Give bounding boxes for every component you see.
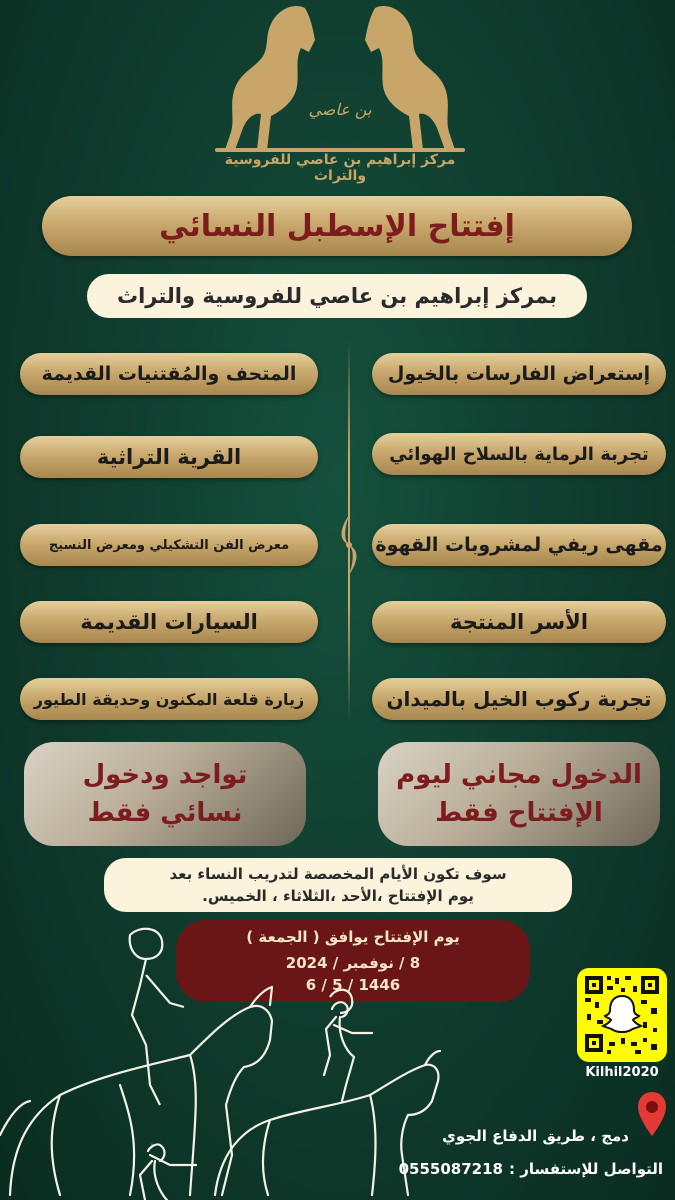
activity-right-2: تجربة الرماية بالسلاح الهوائي	[372, 433, 666, 475]
contact-phone[interactable]: 0555087218	[398, 1160, 503, 1178]
activity-right-4: الأسر المنتجة	[372, 601, 666, 643]
horses-logo-icon	[205, 0, 475, 160]
opening-day: يوم الإفتتاح يوافق ( الجمعة )	[246, 928, 460, 946]
logo-mark: بن عاصي	[308, 100, 372, 119]
activity-right-3: مقهى ريفي لمشروبات القهوة	[372, 524, 666, 566]
training-days-line1: سوف تكون الأيام المخصصة لتدريب النساء بعد	[169, 865, 507, 883]
opening-date-hijri: 1446 / 5 / 6	[305, 976, 401, 994]
activity-left-5: زيارة قلعة المكنون وحديقة الطيور	[20, 678, 318, 720]
free-entry-line1: الدخول مجاني ليوم	[396, 760, 642, 790]
contact-label: التواصل للإستفسار :	[509, 1160, 663, 1178]
snapchat-qr-code[interactable]	[577, 968, 667, 1062]
free-entry-notice	[378, 742, 660, 846]
logo-caption: مركز إبراهيم بن عاصي للفروسية والتراث	[224, 152, 456, 184]
training-days-note	[104, 858, 572, 912]
activity-left-1: المتحف والمُقتنيات القديمة	[20, 353, 318, 395]
opening-date-gregorian: 8 / نوفمبر / 2024	[285, 954, 421, 972]
women-only-notice	[24, 742, 306, 846]
subtitle: بمركز إبراهيم بن عاصي للفروسية والتراث	[87, 274, 587, 318]
free-entry-line2: الإفتتاح فقط	[435, 798, 603, 828]
women-only-line1: تواجد ودخول	[82, 760, 248, 790]
contact-line	[399, 1160, 663, 1178]
activity-left-4: السيارات القديمة	[20, 601, 318, 643]
page-title: إفتتاح الإسطبل النسائي	[42, 196, 632, 256]
women-only-line2: نسائي فقط	[87, 798, 243, 828]
riders-illustration-icon	[0, 915, 460, 1200]
qr-pattern-icon	[577, 968, 667, 1062]
training-days-line2: يوم الإفتتاح ،الأحد ،الثلاثاء ، الخميس.	[202, 887, 474, 905]
ornament-icon	[334, 515, 364, 575]
activity-left-2: القرية التراثية	[20, 436, 318, 478]
location-pin-icon	[636, 1090, 668, 1138]
activity-left-3: معرض الفن التشكيلي ومعرض النسيج	[20, 524, 318, 566]
snapchat-username: Kilhil2020	[585, 1065, 659, 1080]
activity-right-1: إستعراض الفارسات بالخيول	[372, 353, 666, 395]
activity-right-5: تجربة ركوب الخيل بالميدان	[372, 678, 666, 720]
location-text: دمج ، طريق الدفاع الجوي	[442, 1127, 629, 1145]
